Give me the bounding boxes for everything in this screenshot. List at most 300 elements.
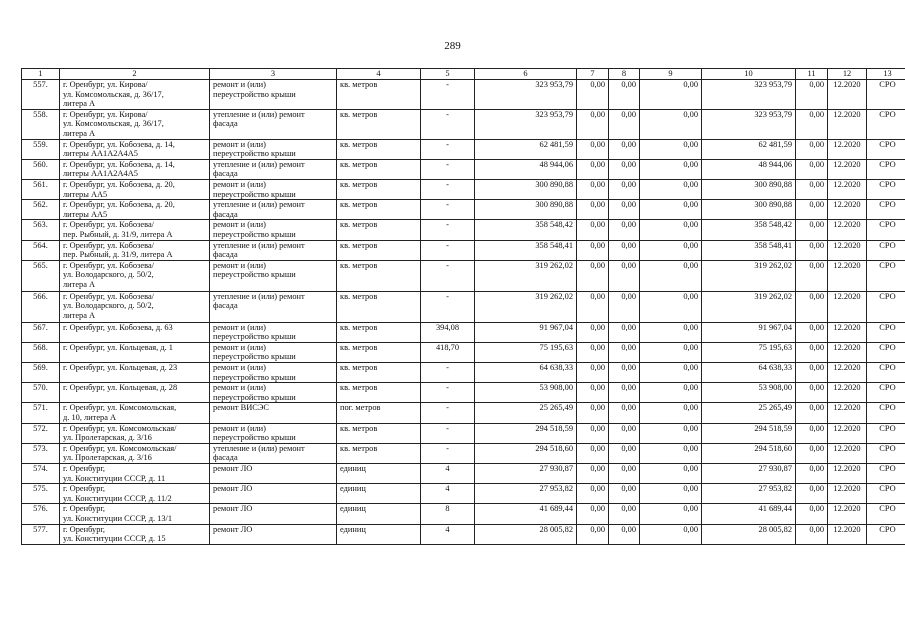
address-cell (60, 403, 210, 423)
total-cell: 28 005,82 (702, 524, 796, 544)
work-type-line: ремонт и (или) (213, 220, 266, 230)
value-cell: 0,00 (577, 504, 609, 524)
value-cell: 0,00 (577, 260, 609, 291)
cost-cell: 62 481,59 (475, 139, 577, 159)
address-line: ул. Володарского, д. 50/2, (63, 301, 154, 311)
address-line: ул. Конституции СССР, д. 13/1 (63, 513, 173, 523)
total-cell: 300 890,88 (702, 179, 796, 199)
date-cell: 12.2020 (828, 504, 867, 524)
table-row (22, 159, 905, 179)
table-body (22, 80, 905, 545)
value-cell: 0,00 (609, 464, 640, 484)
work-type-line: ремонт и (или) (213, 139, 266, 149)
source-cell: СРО (867, 443, 905, 463)
volume-cell: - (421, 220, 475, 240)
date-cell: 12.2020 (828, 383, 867, 403)
date-cell: 12.2020 (828, 403, 867, 423)
cost-cell: 319 262,02 (475, 291, 577, 322)
volume-cell: 4 (421, 524, 475, 544)
address-line: литера А (63, 310, 96, 320)
work-type-line: ремонт и (или) (213, 383, 266, 393)
address-line: ул. Комсомольская, д. 36/17, (63, 119, 164, 129)
value-cell: 0,00 (609, 363, 640, 383)
date-cell: 12.2020 (828, 80, 867, 110)
address-line: литеры АА5 (63, 209, 108, 219)
date-cell: 12.2020 (828, 322, 867, 342)
volume-cell: - (421, 179, 475, 199)
address-line: пер. Рыбный, д. 31/9, литера А (63, 229, 173, 239)
source-cell: СРО (867, 220, 905, 240)
value-cell: 0,00 (640, 179, 702, 199)
value-cell: 0,00 (577, 484, 609, 504)
address-line: г. Оренбург, ул. Кирова/ (63, 80, 148, 89)
value-cell: 0,00 (796, 200, 828, 220)
value-cell: 0,00 (577, 383, 609, 403)
value-cell: 0,00 (609, 484, 640, 504)
value-cell: 0,00 (796, 322, 828, 342)
work-type-line: фасада (213, 250, 238, 260)
address-cell (60, 220, 210, 240)
value-cell: 0,00 (796, 524, 828, 544)
date-cell: 12.2020 (828, 524, 867, 544)
unit-cell: кв. метров (337, 322, 421, 342)
date-cell: 12.2020 (828, 109, 867, 139)
table-row (22, 322, 905, 342)
work-type-cell (210, 159, 337, 179)
address-cell (60, 464, 210, 484)
source-cell: СРО (867, 80, 905, 110)
total-cell: 62 481,59 (702, 139, 796, 159)
column-header: 13 (867, 69, 905, 80)
work-type-line: ремонт ВИСЭС (213, 403, 269, 413)
cost-cell: 28 005,82 (475, 524, 577, 544)
total-cell: 319 262,02 (702, 291, 796, 322)
value-cell: 0,00 (609, 240, 640, 260)
source-cell: СРО (867, 260, 905, 291)
work-type-cell (210, 200, 337, 220)
value-cell: 0,00 (609, 504, 640, 524)
unit-cell: кв. метров (337, 139, 421, 159)
value-cell: 0,00 (640, 464, 702, 484)
source-cell: СРО (867, 240, 905, 260)
work-type-line: утепление и (или) ремонт (213, 291, 305, 301)
address-line: г. Оренбург, ул. Кобозева, д. 14, (63, 139, 175, 149)
value-cell: 0,00 (640, 403, 702, 423)
value-cell: 0,00 (796, 139, 828, 159)
value-cell: 0,00 (796, 464, 828, 484)
volume-cell: 394,08 (421, 322, 475, 342)
cost-cell: 358 548,41 (475, 240, 577, 260)
date-cell: 12.2020 (828, 484, 867, 504)
value-cell: 0,00 (577, 524, 609, 544)
work-type-line: переустройство крыши (213, 270, 296, 280)
value-cell: 0,00 (577, 139, 609, 159)
table-row (22, 200, 905, 220)
work-type-line: ремонт и (или) (213, 423, 266, 433)
table-row (22, 464, 905, 484)
address-line: литеры АА1А2А4А5 (63, 169, 138, 179)
cost-cell: 27 930,87 (475, 464, 577, 484)
work-type-cell (210, 240, 337, 260)
row-number-cell: 567. (22, 322, 60, 342)
unit-cell: кв. метров (337, 200, 421, 220)
header-row (22, 69, 905, 80)
work-type-line: утепление и (или) ремонт (213, 109, 305, 119)
work-type-line: ремонт и (или) (213, 80, 266, 89)
address-line: ул. Володарского, д. 50/2, (63, 270, 154, 280)
value-cell: 0,00 (640, 240, 702, 260)
source-cell: СРО (867, 139, 905, 159)
work-type-cell (210, 464, 337, 484)
address-cell (60, 260, 210, 291)
volume-cell: - (421, 200, 475, 220)
address-line: г. Оренбург, (63, 524, 106, 534)
total-cell: 41 689,44 (702, 504, 796, 524)
cost-cell: 41 689,44 (475, 504, 577, 524)
value-cell: 0,00 (577, 159, 609, 179)
value-cell: 0,00 (609, 220, 640, 240)
volume-cell: - (421, 443, 475, 463)
address-line: г. Оренбург, ул. Кобозева, д. 14, (63, 159, 175, 169)
total-cell: 300 890,88 (702, 200, 796, 220)
address-line: г. Оренбург, ул. Комсомольская/ (63, 443, 177, 453)
value-cell: 0,00 (609, 322, 640, 342)
date-cell: 12.2020 (828, 179, 867, 199)
volume-cell: 4 (421, 464, 475, 484)
value-cell: 0,00 (577, 80, 609, 110)
value-cell: 0,00 (577, 220, 609, 240)
work-type-cell (210, 291, 337, 322)
work-type-cell (210, 504, 337, 524)
date-cell: 12.2020 (828, 159, 867, 179)
row-number-cell: 566. (22, 291, 60, 322)
value-cell: 0,00 (609, 403, 640, 423)
address-line: литера А (63, 128, 96, 138)
unit-cell: единиц (337, 484, 421, 504)
row-number-cell: 569. (22, 363, 60, 383)
unit-cell: единиц (337, 464, 421, 484)
column-header: 1 (22, 69, 60, 80)
source-cell: СРО (867, 200, 905, 220)
column-header: 4 (337, 69, 421, 80)
value-cell: 0,00 (640, 200, 702, 220)
work-type-line: фасада (213, 453, 238, 463)
work-type-line: утепление и (или) ремонт (213, 200, 305, 210)
value-cell: 0,00 (796, 363, 828, 383)
work-type-line: переустройство крыши (213, 372, 296, 382)
date-cell: 12.2020 (828, 291, 867, 322)
work-type-line: фасада (213, 169, 238, 179)
volume-cell: 8 (421, 504, 475, 524)
table-row (22, 363, 905, 383)
work-type-line: переустройство крыши (213, 149, 296, 159)
cost-cell: 27 953,82 (475, 484, 577, 504)
value-cell: 0,00 (796, 80, 828, 110)
volume-cell: - (421, 139, 475, 159)
total-cell: 319 262,02 (702, 260, 796, 291)
date-cell: 12.2020 (828, 240, 867, 260)
column-header: 9 (640, 69, 702, 80)
address-cell (60, 139, 210, 159)
total-cell: 27 953,82 (702, 484, 796, 504)
date-cell: 12.2020 (828, 342, 867, 362)
value-cell: 0,00 (796, 403, 828, 423)
address-cell (60, 363, 210, 383)
address-line: ул. Пролетарская, д. 3/16 (63, 433, 152, 443)
table-row (22, 139, 905, 159)
table-row (22, 484, 905, 504)
row-number-cell: 568. (22, 342, 60, 362)
value-cell: 0,00 (796, 159, 828, 179)
table-row (22, 80, 905, 110)
value-cell: 0,00 (609, 524, 640, 544)
cost-cell: 319 262,02 (475, 260, 577, 291)
value-cell: 0,00 (609, 109, 640, 139)
address-line: ул. Пролетарская, д. 3/16 (63, 453, 152, 463)
unit-cell: кв. метров (337, 342, 421, 362)
address-cell (60, 443, 210, 463)
address-cell (60, 484, 210, 504)
address-line: г. Оренбург, ул. Кобозева/ (63, 260, 155, 270)
cost-cell: 53 908,00 (475, 383, 577, 403)
table-row (22, 443, 905, 463)
work-type-line: переустройство крыши (213, 89, 296, 99)
value-cell: 0,00 (609, 200, 640, 220)
work-type-line: переустройство крыши (213, 189, 296, 199)
source-cell: СРО (867, 464, 905, 484)
value-cell: 0,00 (796, 423, 828, 443)
row-number-cell: 557. (22, 80, 60, 110)
row-number-cell: 571. (22, 403, 60, 423)
address-cell (60, 291, 210, 322)
table-row (22, 291, 905, 322)
row-number-cell: 563. (22, 220, 60, 240)
date-cell: 12.2020 (828, 200, 867, 220)
address-cell (60, 200, 210, 220)
total-cell: 53 908,00 (702, 383, 796, 403)
work-type-cell (210, 423, 337, 443)
value-cell: 0,00 (609, 423, 640, 443)
table-row (22, 240, 905, 260)
address-cell (60, 524, 210, 544)
unit-cell: кв. метров (337, 423, 421, 443)
unit-cell: единиц (337, 504, 421, 524)
row-number-cell: 572. (22, 423, 60, 443)
row-number-cell: 576. (22, 504, 60, 524)
date-cell: 12.2020 (828, 423, 867, 443)
volume-cell: - (421, 159, 475, 179)
value-cell: 0,00 (640, 423, 702, 443)
cost-cell: 323 953,79 (475, 109, 577, 139)
column-header: 7 (577, 69, 609, 80)
source-cell: СРО (867, 109, 905, 139)
value-cell: 0,00 (577, 291, 609, 322)
value-cell: 0,00 (577, 109, 609, 139)
work-type-line: фасада (213, 301, 238, 311)
value-cell: 0,00 (609, 260, 640, 291)
address-line: г. Оренбург, ул. Кирова/ (63, 109, 148, 119)
address-line: г. Оренбург, ул. Кольцевая, д. 28 (63, 383, 178, 393)
value-cell: 0,00 (640, 291, 702, 322)
work-type-line: ремонт и (или) (213, 363, 266, 373)
work-type-cell (210, 179, 337, 199)
volume-cell: - (421, 240, 475, 260)
address-line: ул. Конституции СССР, д. 11/2 (63, 493, 172, 503)
value-cell: 0,00 (796, 504, 828, 524)
work-type-line: ремонт ЛО (213, 484, 253, 494)
address-cell (60, 159, 210, 179)
work-type-line: ремонт ЛО (213, 524, 253, 534)
work-type-line: переустройство крыши (213, 352, 296, 362)
column-header: 8 (609, 69, 640, 80)
table-row (22, 109, 905, 139)
value-cell: 0,00 (640, 342, 702, 362)
work-type-line: переустройство крыши (213, 392, 296, 402)
value-cell: 0,00 (640, 109, 702, 139)
cost-cell: 48 944,06 (475, 159, 577, 179)
row-number-cell: 562. (22, 200, 60, 220)
row-number-cell: 575. (22, 484, 60, 504)
table-row (22, 220, 905, 240)
unit-cell: пог. метров (337, 403, 421, 423)
value-cell: 0,00 (796, 342, 828, 362)
volume-cell: - (421, 80, 475, 110)
source-cell: СРО (867, 383, 905, 403)
source-cell: СРО (867, 484, 905, 504)
unit-cell: кв. метров (337, 179, 421, 199)
address-line: г. Оренбург, (63, 484, 106, 494)
address-cell (60, 80, 210, 110)
value-cell: 0,00 (796, 179, 828, 199)
unit-cell: кв. метров (337, 383, 421, 403)
value-cell: 0,00 (609, 342, 640, 362)
volume-cell: - (421, 363, 475, 383)
column-header: 5 (421, 69, 475, 80)
cost-cell: 75 195,63 (475, 342, 577, 362)
table-row (22, 524, 905, 544)
address-line: литеры АА1А2А4А5 (63, 149, 138, 159)
total-cell: 323 953,79 (702, 80, 796, 110)
volume-cell: - (421, 291, 475, 322)
value-cell: 0,00 (577, 423, 609, 443)
value-cell: 0,00 (640, 260, 702, 291)
unit-cell: кв. метров (337, 220, 421, 240)
address-line: г. Оренбург, ул. Кобозева/ (63, 220, 155, 230)
value-cell: 0,00 (640, 80, 702, 110)
value-cell: 0,00 (640, 220, 702, 240)
total-cell: 48 944,06 (702, 159, 796, 179)
column-header: 6 (475, 69, 577, 80)
work-type-line: фасада (213, 209, 238, 219)
address-line: г. Оренбург, ул. Кобозева/ (63, 240, 155, 250)
address-line: г. Оренбург, ул. Кобозева/ (63, 291, 155, 301)
total-cell: 323 953,79 (702, 109, 796, 139)
work-type-cell (210, 383, 337, 403)
value-cell: 0,00 (609, 383, 640, 403)
date-cell: 12.2020 (828, 363, 867, 383)
volume-cell: 4 (421, 484, 475, 504)
address-cell (60, 322, 210, 342)
work-type-cell (210, 403, 337, 423)
address-line: г. Оренбург, (63, 464, 106, 473)
row-number-cell: 564. (22, 240, 60, 260)
row-number-cell: 570. (22, 383, 60, 403)
column-header: 2 (60, 69, 210, 80)
work-type-cell (210, 80, 337, 110)
address-line: д. 10, литера А (63, 413, 117, 423)
total-cell: 358 548,41 (702, 240, 796, 260)
unit-cell: кв. метров (337, 240, 421, 260)
work-type-line: ремонт и (или) (213, 260, 266, 270)
work-type-line: утепление и (или) ремонт (213, 443, 305, 453)
value-cell: 0,00 (640, 383, 702, 403)
address-cell (60, 423, 210, 443)
row-number-cell: 574. (22, 464, 60, 484)
table-row (22, 260, 905, 291)
address-line: литера А (63, 99, 96, 109)
address-line: литеры АА5 (63, 189, 108, 199)
value-cell: 0,00 (796, 240, 828, 260)
value-cell: 0,00 (640, 524, 702, 544)
column-header: 11 (796, 69, 828, 80)
value-cell: 0,00 (577, 443, 609, 463)
table-row (22, 179, 905, 199)
row-number-cell: 573. (22, 443, 60, 463)
value-cell: 0,00 (577, 403, 609, 423)
work-type-cell (210, 139, 337, 159)
volume-cell: - (421, 383, 475, 403)
cost-cell: 323 953,79 (475, 80, 577, 110)
work-type-cell (210, 260, 337, 291)
value-cell: 0,00 (577, 363, 609, 383)
source-cell: СРО (867, 322, 905, 342)
date-cell: 12.2020 (828, 139, 867, 159)
address-line: г. Оренбург, ул. Кобозева, д. 20, (63, 200, 175, 210)
value-cell: 0,00 (640, 484, 702, 504)
cost-cell: 294 518,59 (475, 423, 577, 443)
volume-cell: - (421, 260, 475, 291)
column-header: 10 (702, 69, 796, 80)
table-row (22, 403, 905, 423)
volume-cell: 418,70 (421, 342, 475, 362)
value-cell: 0,00 (640, 504, 702, 524)
value-cell: 0,00 (577, 322, 609, 342)
value-cell: 0,00 (796, 260, 828, 291)
address-line: литера А (63, 279, 96, 289)
cost-cell: 64 638,33 (475, 363, 577, 383)
work-type-line: ремонт и (или) (213, 322, 266, 332)
date-cell: 12.2020 (828, 220, 867, 240)
value-cell: 0,00 (577, 179, 609, 199)
capital-repair-table (21, 68, 905, 545)
row-number-cell: 577. (22, 524, 60, 544)
address-cell (60, 504, 210, 524)
work-type-line: ремонт ЛО (213, 504, 253, 514)
value-cell: 0,00 (640, 159, 702, 179)
address-cell (60, 240, 210, 260)
value-cell: 0,00 (609, 443, 640, 463)
cost-cell: 300 890,88 (475, 179, 577, 199)
table-row (22, 342, 905, 362)
total-cell: 64 638,33 (702, 363, 796, 383)
value-cell: 0,00 (640, 322, 702, 342)
value-cell: 0,00 (609, 139, 640, 159)
source-cell: СРО (867, 179, 905, 199)
value-cell: 0,00 (796, 220, 828, 240)
work-type-line: ремонт и (или) (213, 342, 266, 352)
address-cell (60, 383, 210, 403)
source-cell: СРО (867, 342, 905, 362)
